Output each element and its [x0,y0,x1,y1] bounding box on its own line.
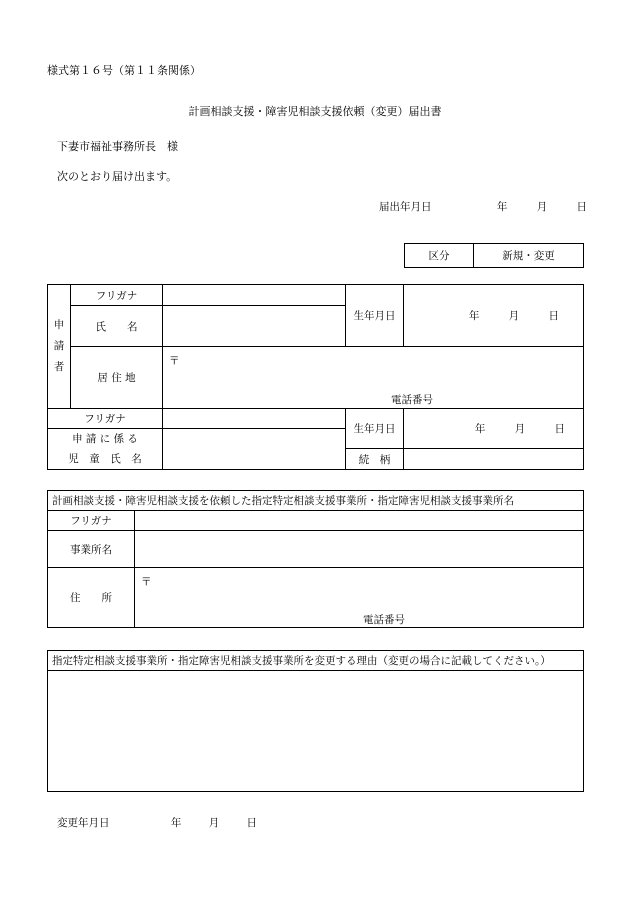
office-address-field[interactable] [135,568,584,628]
child-furigana-label: フリガナ [48,409,163,429]
reason-heading: 指定特定相談支援事業所・指定障害児相談支援事業所を変更する理由（変更の場合に記載してください。） [48,651,584,671]
applicant-name-label: 氏 名 [71,306,163,347]
applicant-address-label: 居 住 地 [71,347,163,409]
submission-year[interactable]: 年 [496,201,508,213]
office-heading: 計画相談支援・障害児相談支援を依頼した指定特定相談支援事業所・指定障害児相談支援事業所名 [48,491,584,511]
submission-date-label: 届出年月日 [379,201,432,213]
child-relation-label: 続 柄 [346,449,404,470]
applicant-furigana-field[interactable] [163,285,346,306]
child-name-line1: 申 請 に 係 る [72,433,138,445]
child-furigana-field[interactable] [163,409,346,429]
applicant-birth-label: 生年月日 [346,285,404,347]
submission-day[interactable]: 日 [576,201,588,213]
child-birth-day: 日 [554,423,565,435]
child-name-field[interactable] [163,429,346,470]
reason-field[interactable] [48,671,584,792]
applicant-furigana-label: フリガナ [71,285,163,306]
applicant-address-field[interactable] [163,347,584,409]
child-birth-month: 月 [514,423,526,435]
applicant-name-field[interactable] [163,306,346,347]
addressee: 下妻市福祉事務所長 様 [57,140,178,153]
office-phone-label: 電話番号 [363,614,405,626]
child-birth-label: 生年月日 [346,409,404,449]
applicant-postal-mark: 〒 [169,355,180,367]
page-title: 計画相談支援・障害児相談支援依頼（変更）届出書 [188,105,442,118]
applicant-section-label: 申 請 者 [48,285,71,409]
applicant-birth-year: 年 [468,310,480,322]
change-date-label: 変更年月日 [57,817,110,829]
child-name-label [48,429,163,470]
applicant-phone-label: 電話番号 [391,394,433,406]
office-address-label: 住 所 [48,568,135,628]
office-furigana-field[interactable] [135,511,584,531]
intro-text: 次のとおり届け出ます。 [57,170,178,183]
change-year[interactable]: 年 [170,817,182,829]
office-furigana-label: フリガナ [48,511,135,531]
change-month[interactable]: 月 [208,817,220,829]
submission-month[interactable]: 月 [536,201,548,213]
applicant-birth-field[interactable] [404,285,584,347]
child-relation-field[interactable] [404,449,584,470]
submission-date [375,199,587,214]
office-postal-mark: 〒 [141,576,152,588]
child-birth-field[interactable] [404,409,584,449]
category-value[interactable]: 新規・変更 [474,244,584,268]
reason-table [47,650,584,792]
child-name-line2: 児 童 氏 名 [68,453,142,465]
applicant-birth-month: 月 [508,310,520,322]
change-date [57,815,257,830]
change-day[interactable]: 日 [246,817,258,829]
office-table [47,490,584,628]
form-number: 様式第１６号（第１１条関係） [47,64,201,77]
applicant-birth-day: 日 [548,310,559,322]
office-name-label: 事業所名 [48,531,135,568]
office-name-field[interactable] [135,531,584,568]
child-birth-year: 年 [474,423,486,435]
applicant-table [47,284,584,470]
category-table [404,243,584,268]
category-label: 区分 [405,244,474,268]
